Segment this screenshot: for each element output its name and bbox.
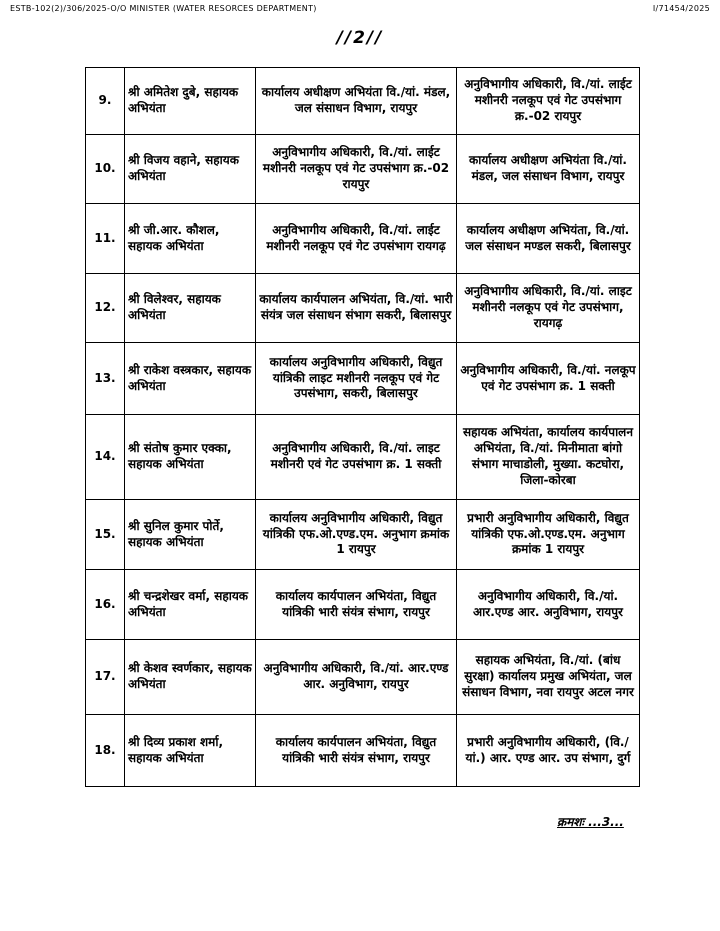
- table-row: [86, 343, 640, 415]
- officer-name: श्री विलेश्वर, सहायक अभियंता: [125, 274, 256, 343]
- current-posting: कार्यालय अधीक्षण अभियंता वि./यां. मंडल, जल संसाधन विभाग, रायपुर: [256, 68, 457, 135]
- officer-name: श्री केशव स्वर्णकार, सहायक अभियंता: [125, 640, 256, 715]
- serial-number: 10.: [86, 135, 125, 204]
- serial-number: 16.: [86, 570, 125, 640]
- serial-number: 18.: [86, 715, 125, 787]
- current-posting: अनुविभागीय अधिकारी, वि./यां. लाईट मशीनरी नलकूप एवं गेट उपसंभाग रायगढ़: [256, 204, 457, 274]
- current-posting: कार्यालय कार्यपालन अभियंता, विद्युत यांत्रिकी भारी संयंत्र संभाग, रायपुर: [256, 715, 457, 787]
- transfer-orders-table: [85, 67, 640, 787]
- page-number: //2//: [336, 28, 384, 48]
- officer-name: श्री विजय वहाने, सहायक अभियंता: [125, 135, 256, 204]
- officer-name: श्री चन्द्रशेखर वर्मा, सहायक अभियंता: [125, 570, 256, 640]
- serial-number: 11.: [86, 204, 125, 274]
- table-row: [86, 135, 640, 204]
- table-row: [86, 570, 640, 640]
- table-row: [86, 415, 640, 500]
- officer-name: श्री जी.आर. कौशल, सहायक अभियंता: [125, 204, 256, 274]
- serial-number: 12.: [86, 274, 125, 343]
- officer-name: श्री अमितेश दुबे, सहायक अभियंता: [125, 68, 256, 135]
- new-posting: कार्यालय अधीक्षण अभियंता वि./यां. मंडल, जल संसाधन विभाग, रायपुर: [457, 135, 640, 204]
- new-posting: कार्यालय अधीक्षण अभियंता, वि./यां. जल संसाधन मण्डल सकरी, बिलासपुर: [457, 204, 640, 274]
- current-posting: अनुविभागीय अधिकारी, वि./यां. लाईट मशीनरी नलकूप एवं गेट उपसंभाग क्र.-02 रायपुर: [256, 135, 457, 204]
- new-posting: प्रभारी अनुविभागीय अधिकारी, विद्युत यांत्रिकी एफ.ओ.एण्ड.एम. अनुभाग क्रमांक 1 रायपुर: [457, 500, 640, 570]
- current-posting: अनुविभागीय अधिकारी, वि./यां. लाइट मशीनरी एवं गेट उपसंभाग क्र. 1 सक्ती: [256, 415, 457, 500]
- table-row: [86, 274, 640, 343]
- officer-name: श्री सुनिल कुमार पोर्ते, सहायक अभियंता: [125, 500, 256, 570]
- officer-name: श्री दिव्य प्रकाश शर्मा, सहायक अभियंता: [125, 715, 256, 787]
- serial-number: 14.: [86, 415, 125, 500]
- current-posting: कार्यालय कार्यपालन अभियंता, वि./यां. भारी संयंत्र जल संसाधन संभाग सकरी, बिलासपुर: [256, 274, 457, 343]
- new-posting: सहायक अभियंता, वि./यां. (बांध सुरक्षा) कार्यालय प्रमुख अभियंता, जल संसाधन विभाग, नवा रायपुर अटल नगर: [457, 640, 640, 715]
- new-posting: अनुविभागीय अधिकारी, वि./यां. लाईट मशीनरी नलकूप एवं गेट उपसंभाग क्र.-02 रायपुर: [457, 68, 640, 135]
- new-posting: अनुविभागीय अधिकारी, वि./यां. लाइट मशीनरी नलकूप एवं गेट उपसंभाग, रायगढ़: [457, 274, 640, 343]
- continued-note: क्रमशः ...3...: [557, 815, 624, 829]
- table-row: [86, 204, 640, 274]
- current-posting: कार्यालय अनुविभागीय अधिकारी, विद्युत यांत्रिकी एफ.ओ.एण्ड.एम. अनुभाग क्रमांक 1 रायपुर: [256, 500, 457, 570]
- officer-name: श्री संतोष कुमार एक्का, सहायक अभियंता: [125, 415, 256, 500]
- table-row: [86, 500, 640, 570]
- serial-number: 13.: [86, 343, 125, 415]
- file-reference-header: ESTB-102(2)/306/2025-O/O MINISTER (WATER RESORCES DEPARTMENT): [10, 4, 317, 13]
- officer-name: श्री राकेश वस्त्रकार, सहायक अभियंता: [125, 343, 256, 415]
- current-posting: कार्यालय कार्यपालन अभियंता, विद्युत यांत्रिकी भारी संयंत्र संभाग, रायपुर: [256, 570, 457, 640]
- document-number-header: I/71454/2025: [652, 4, 710, 13]
- new-posting: प्रभारी अनुविभागीय अधिकारी, (वि./यां.) आर. एण्ड आर. उप संभाग, दुर्ग: [457, 715, 640, 787]
- new-posting: अनुविभागीय अधिकारी, वि./यां. नलकूप एवं गेट उपसंभाग क्र. 1 सक्ती: [457, 343, 640, 415]
- current-posting: कार्यालय अनुविभागीय अधिकारी, विद्युत यांत्रिकी लाइट मशीनरी नलकूप एवं गेट उपसंभाग, सकरी, बिलासपुर: [256, 343, 457, 415]
- current-posting: अनुविभागीय अधिकारी, वि./यां. आर.एण्ड आर. अनुविभाग, रायपुर: [256, 640, 457, 715]
- table-row: [86, 68, 640, 135]
- serial-number: 9.: [86, 68, 125, 135]
- serial-number: 17.: [86, 640, 125, 715]
- serial-number: 15.: [86, 500, 125, 570]
- table-row: [86, 715, 640, 787]
- new-posting: अनुविभागीय अधिकारी, वि./यां. आर.एण्ड आर. अनुविभाग, रायपुर: [457, 570, 640, 640]
- table-row: [86, 640, 640, 715]
- new-posting: सहायक अभियंता, कार्यालय कार्यपालन अभियंता, वि./यां. मिनीमाता बांगो संभाग माचाडोली, मुख्या. कटघोरा, जिला-कोरबा: [457, 415, 640, 500]
